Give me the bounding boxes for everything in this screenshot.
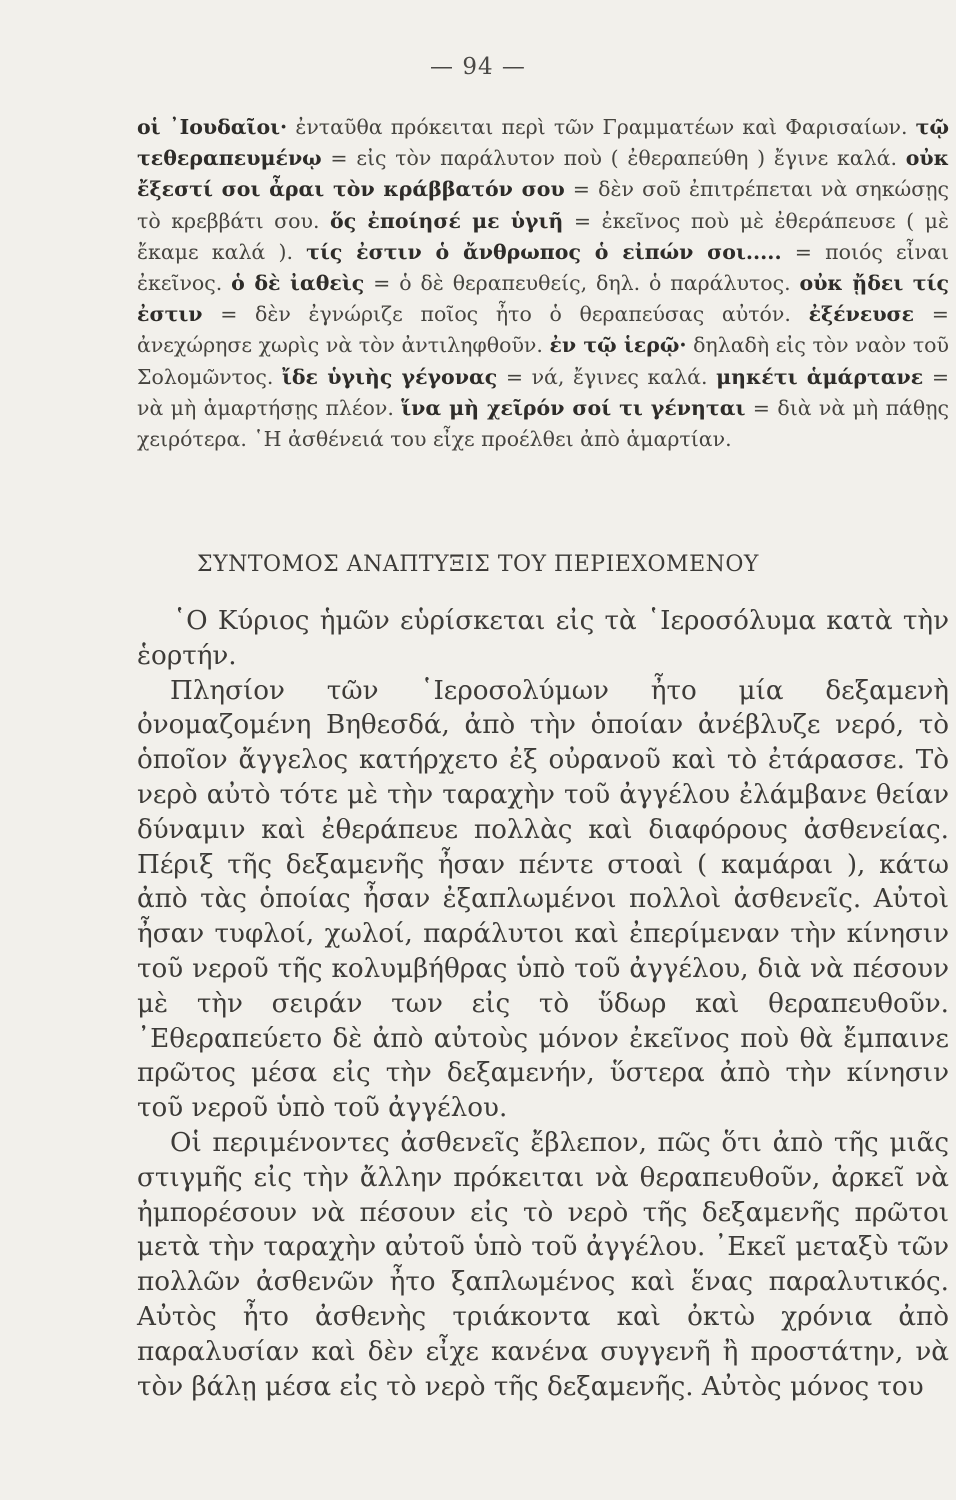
body-text	[137, 604, 949, 1404]
note-lemma: οἱ ᾿Ιουδαῖοι·	[137, 115, 288, 139]
section-heading: ΣΥΝΤΟΜΟΣ ΑΝΑΠΤΥΞΙΣ ΤΟΥ ΠΕΡΙΕΧΟΜΕΝΟΥ	[197, 552, 759, 577]
note-lemma: οὐκ ᾔδει τίς ἐστιν	[137, 271, 949, 327]
note-gloss: = ποιός εἶναι ἐκεῖνος.	[137, 239, 950, 296]
note-gloss: = διὰ νὰ μὴ πάθῃς χειρότερα. ῾Η ἀσθένειά του εἶχε προέλθει ἀπὸ ἁμαρτίαν.	[137, 395, 949, 452]
note-lemma: ἐξένευσε	[808, 302, 915, 327]
note-gloss: = νὰ μὴ ἁμαρτήσῃς πλέον.	[137, 364, 949, 420]
note-lemma: ὁ δὲ ἰαθεὶς	[231, 271, 365, 296]
note-gloss: = δὲν σοῦ ἐπιτρέπεται νὰ σηκώσῃς τὸ κρεββάτι σου.	[137, 177, 949, 233]
note-lemma: ἐν τῷ ἱερῷ·	[549, 333, 687, 358]
note-gloss: = ὁ δὲ θεραπευθείς, δηλ. ὁ παράλυτος.	[364, 271, 800, 296]
note-gloss: = ἀνεχώρησε χωρὶς νὰ τὸν ἀντιληφθοῦν.	[137, 302, 949, 358]
glossary-notes	[137, 112, 949, 455]
paragraph: Πλησίον τῶν ῾Ιεροσολύμων ἦτο μία δεξαμενὴ ὀνομαζομένη Βηθεσδά, ἀπὸ τὴν ὁποίαν ἀνέβλυζε νερό, τὸ ὁποῖον ἄγγελος κατήρχετο ἐξ οὐρανοῦ καὶ τὸ ἐτάρασσε. Τὸ νερὸ αὐτὸ τότε μὲ τὴν ταραχὴν τοῦ ἀγγέλου ἐλάμβανε θείαν δύναμιν καὶ ἐθεράπευε πολλὰς καὶ διαφόρους ἀσθενείας. Πέριξ τῆς δεξαμενῆς ἦσαν πέντε στοαὶ ( καμάραι ), κάτω ἀπὸ τὰς ὁποίας ἦσαν ἐξαπλωμένοι πολλοὶ ἀσθενεῖς. Αὐτοὶ ἦσαν τυφλοί, χωλοί, παράλυτοι καὶ ἐπερίμεναν τὴν κίνησιν τοῦ νεροῦ τῆς κολυμβήθρας ὑπὸ τοῦ ἀγγέλου, διὰ νὰ πέσουν μὲ τὴν σειράν των εἰς τὸ ὕδωρ καὶ θεραπευθοῦν. ᾿Εθεραπεύετο δὲ ἀπὸ αὐτοὺς μόνον ἐκεῖνος ποὺ θὰ ἔμπαινε πρῶτος μέσα εἰς τὴν δεξαμενήν, ὕστερα ἀπὸ τὴν κίνησιν τοῦ νεροῦ ὑπὸ τοῦ ἀγγέλου.	[137, 675, 949, 1124]
note-gloss: = δὲν ἐγνώριζε ποῖος ἦτο ὁ θεραπεύσας αὐτόν.	[202, 302, 809, 327]
note-gloss: = εἰς τὸν παράλυτον ποὺ ( ἐθεραπεύθη ) ἔγινε καλά.	[321, 146, 906, 171]
note-lemma: ἴδε ὑγιὴς γέγονας	[281, 364, 498, 389]
note-lemma: ὅς ἐποίησέ με ὑγιῆ	[330, 208, 564, 233]
note-gloss: = ἐκεῖνος ποὺ μὲ ἐθεράπευσε ( μὲ ἔκαμε καλά ).	[137, 208, 949, 264]
note-lemma: τῷ τεθεραπευμένῳ	[137, 115, 949, 171]
note-gloss: ἐνταῦθα πρόκειται περὶ τῶν Γραμματέων καὶ Φαρισαίων.	[287, 115, 916, 139]
paragraph: ῾Ο Κύριος ἡμῶν εὑρίσκεται εἰς τὰ ῾Ιεροσόλυμα κατὰ τὴν ἑορτήν.	[137, 606, 949, 671]
note-gloss: δηλαδὴ εἰς τὸν ναὸν τοῦ Σολομῶντος.	[137, 333, 949, 389]
note-lemma: μηκέτι ἁμάρτανε	[716, 364, 924, 389]
paragraph: Οἱ περιμένοντες ἀσθενεῖς ἔβλεπον, πῶς ὅτι ἀπὸ τῆς μιᾶς στιγμῆς εἰς τὴν ἄλλην πρόκειται νὰ θεραπευθοῦν, ἀρκεῖ νὰ ἠμπορέσουν νὰ πέσουν εἰς τὸ νερὸ τῆς δεξαμενῆς πρῶτοι μετὰ τὴν ταραχὴν αὐτοῦ ὑπὸ τοῦ ἀγγέλου. ᾿Εκεῖ μεταξὺ τῶν πολλῶν ἀσθενῶν ἦτο ξαπλωμένος καὶ ἕνας παραλυτικός. Αὐτὸς ἦτο ἀσθενὴς τριάκοντα καὶ ὀκτὼ χρόνια ἀπὸ παραλυσίαν καὶ δὲν εἶχε κανένα συγγενῆ ἢ προστάτην, νὰ τὸν βάλῃ μέσα εἰς τὸ νερὸ τῆς δεξαμενῆς. Αὐτὸς μόνος του	[137, 1127, 949, 1402]
note-lemma: οὐκ ἔξεστί σοι ἆραι τὸν κράββατόν σου	[137, 146, 949, 202]
note-gloss: = νά, ἔγινες καλά.	[497, 364, 717, 389]
note-lemma: ἵνα μὴ χεῖρόν σοί τι γένηται	[401, 395, 746, 420]
page-number: — 94 —	[430, 54, 526, 80]
note-lemma: τίς ἐστιν ὁ ἄνθρωπος ὁ εἰπών σοι.....	[306, 239, 782, 264]
